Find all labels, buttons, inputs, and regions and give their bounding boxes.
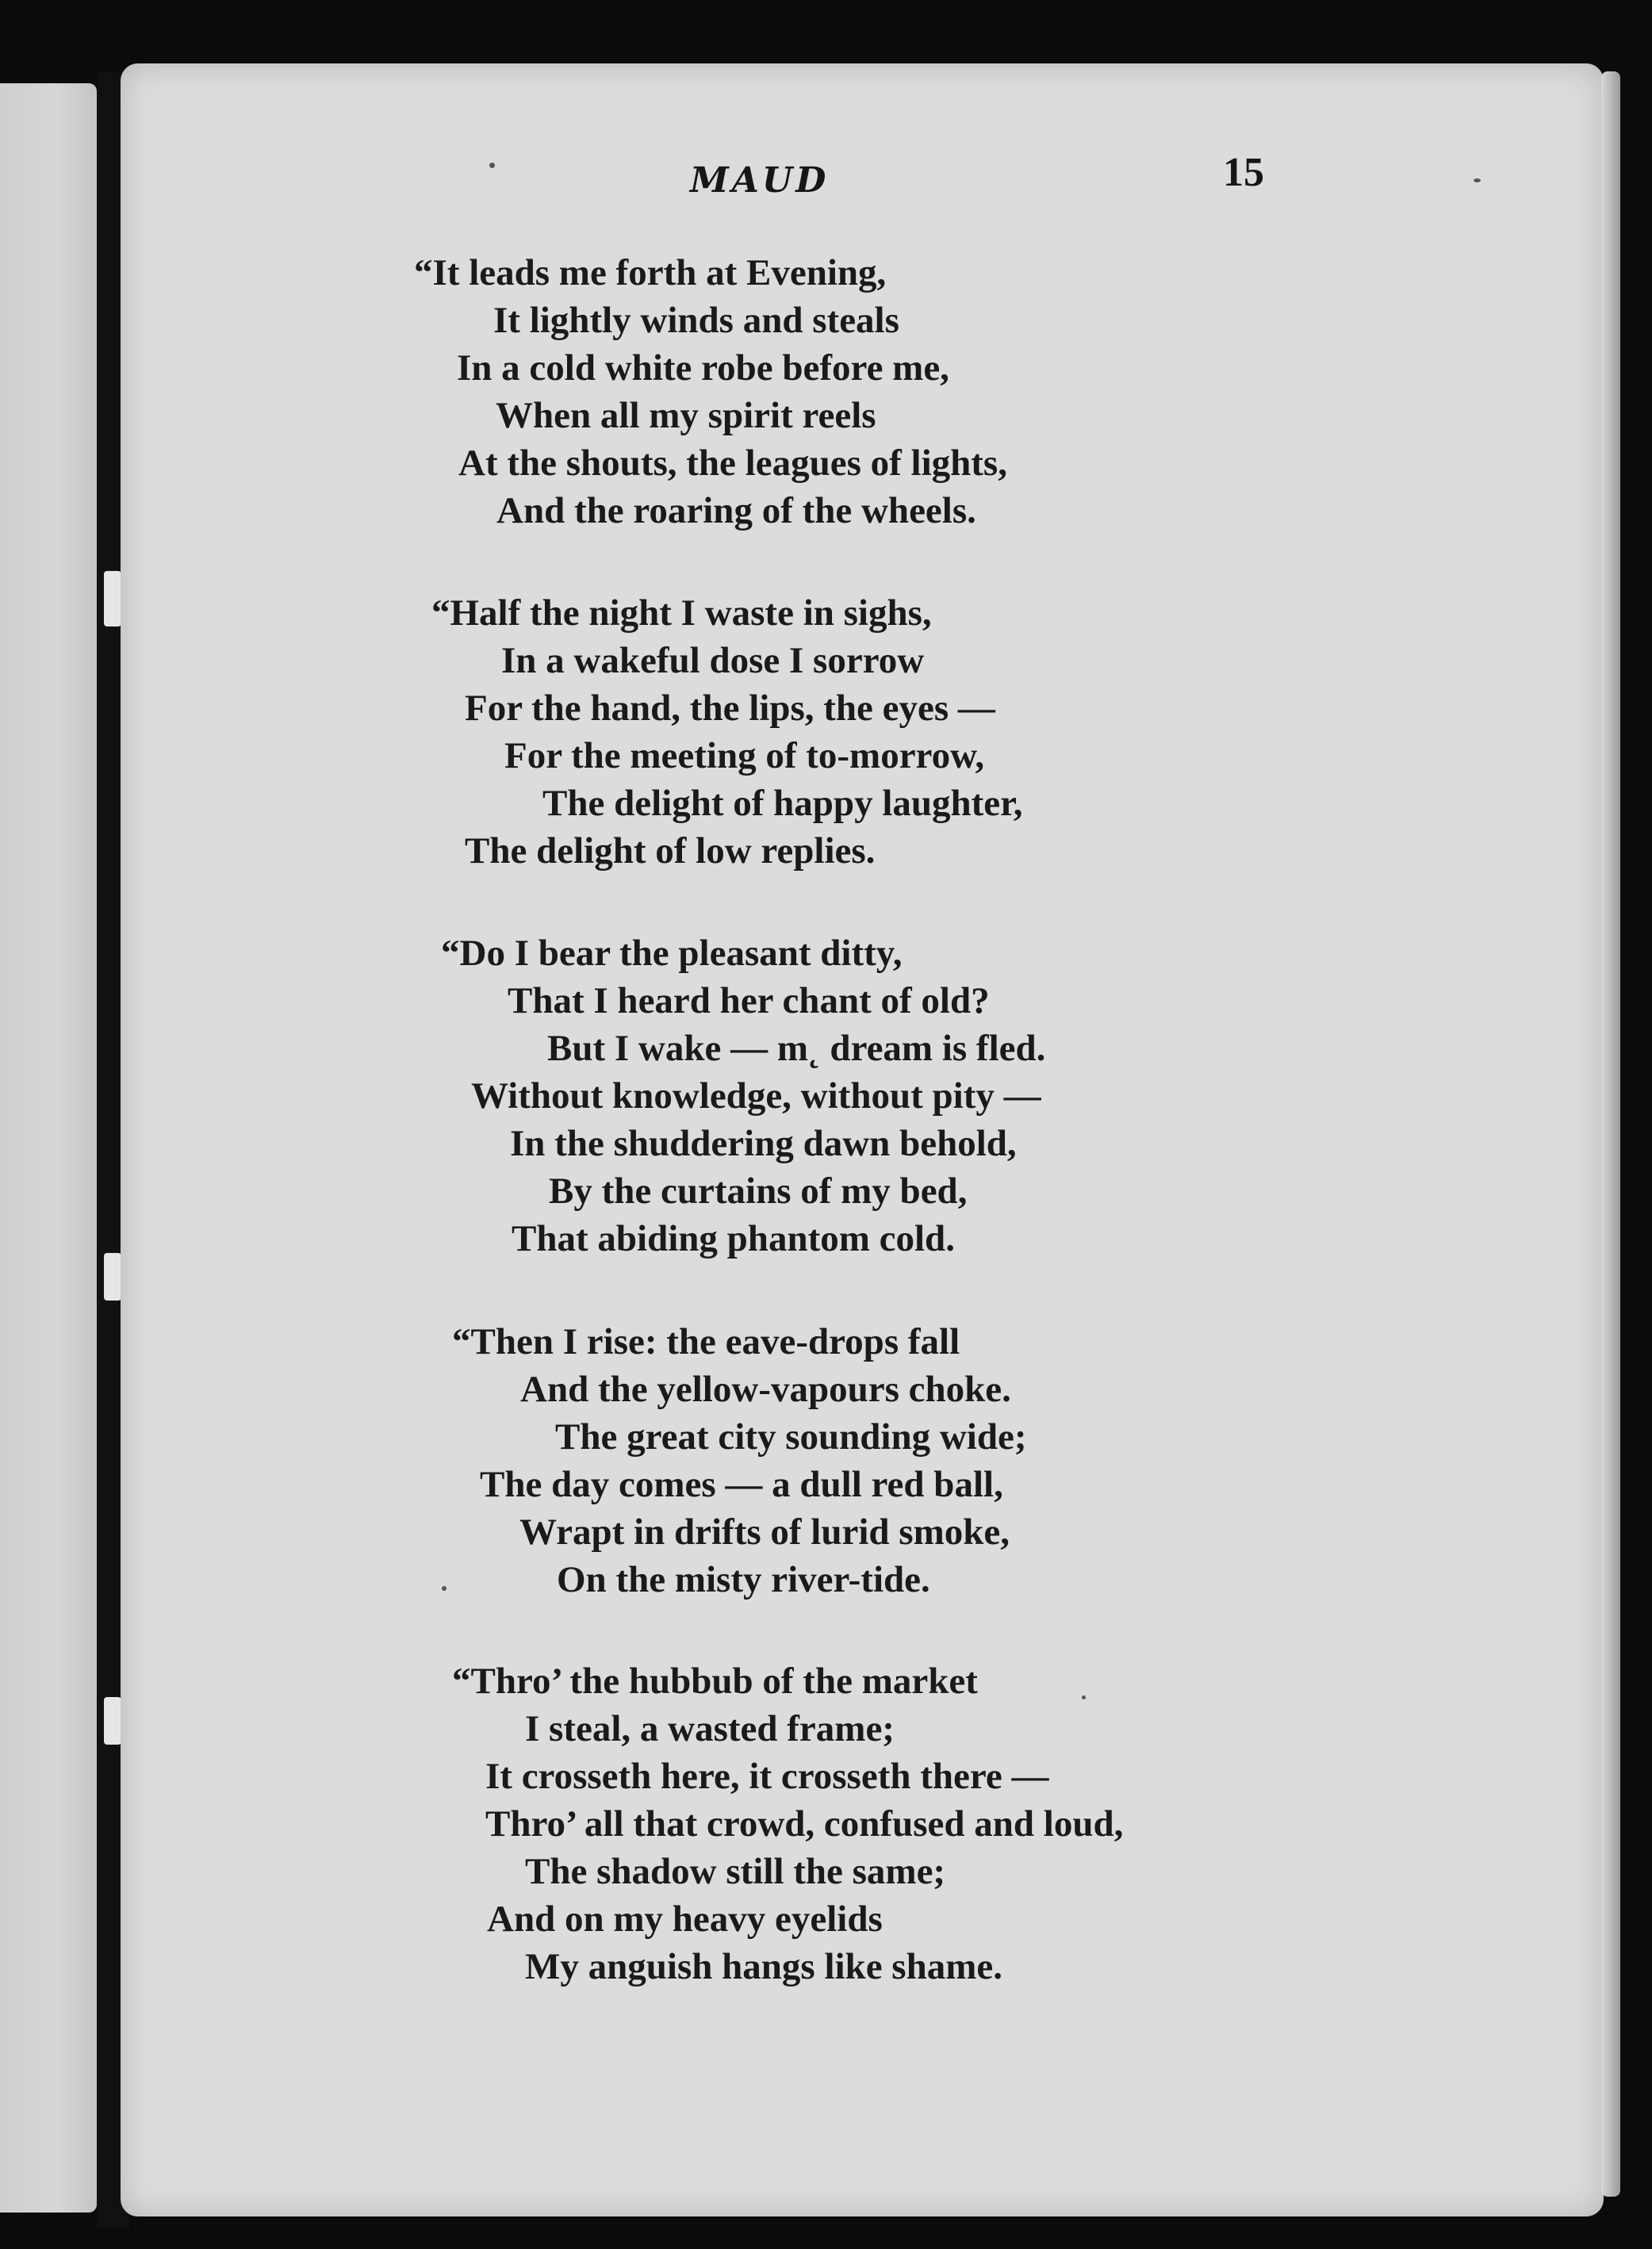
verse-line: For the meeting of to-morrow,: [504, 735, 985, 776]
verse-line: The delight of low replies.: [465, 830, 876, 872]
running-head: MAUD: [690, 160, 830, 201]
verse-line: “Thro’ the hubbub of the market: [452, 1661, 978, 1702]
verse-line: And the roaring of the wheels.: [496, 490, 976, 531]
verse-line: “Do I bear the pleasant ditty,: [441, 933, 903, 974]
verse-line: When all my spirit reels: [496, 395, 876, 436]
verse-line: In a wakeful dose I sorrow: [501, 640, 925, 681]
verse-line: My anguish hangs like shame.: [525, 1946, 1003, 1987]
stanza-5: [452, 1657, 1123, 1990]
verse-line: “Then I rise: the eave-drops fall: [452, 1321, 960, 1362]
binding-stitch: [104, 1697, 121, 1745]
verse-line: The shadow still the same;: [525, 1851, 946, 1892]
verse-line: And the yellow-vapours choke.: [520, 1369, 1011, 1410]
verse-line: And on my heavy eyelids: [487, 1898, 883, 1940]
verse-line: That abiding phantom cold.: [512, 1218, 955, 1259]
verse-line: The day comes — a dull red ball,: [480, 1464, 1003, 1505]
verse-line: “It leads me forth at Evening,: [414, 252, 887, 293]
verse-line: By the curtains of my bed,: [549, 1170, 968, 1212]
verse-line: It crosseth here, it crosseth there —: [485, 1756, 1049, 1797]
facing-page-edge: [0, 83, 97, 2213]
verse-line: But I wake — m˛ dream is fled.: [547, 1028, 1046, 1069]
page-number: 15: [1223, 150, 1264, 195]
verse-line: In a cold white robe before me,: [457, 347, 949, 389]
verse-line: I steal, a wasted frame;: [525, 1708, 895, 1749]
verse-line: On the misty river-tide.: [557, 1559, 930, 1600]
verse-line: Without knowledge, without pity —: [471, 1075, 1041, 1117]
verse-line: The great city sounding wide;: [555, 1416, 1027, 1458]
paper-speck: [1474, 178, 1481, 182]
verse-line: In the shuddering dawn behold,: [510, 1123, 1017, 1164]
verse-line: It lightly winds and steals: [493, 300, 899, 341]
verse-line: “Half the night I waste in sighs,: [431, 592, 932, 634]
stanza-3: [441, 929, 1045, 1262]
verse-line: Thro’ all that crowd, confused and loud,: [485, 1803, 1124, 1845]
binding-stitch: [104, 571, 121, 626]
paper-speck: [489, 163, 495, 168]
verse-line: That I heard her chant of old?: [508, 980, 990, 1021]
stanza-2: [431, 589, 1022, 875]
page-fore-edge: [1601, 71, 1620, 2197]
verse-line: For the hand, the lips, the eyes —: [465, 688, 995, 729]
stanza-4: [452, 1318, 1027, 1603]
verse-line: At the shouts, the leagues of lights,: [458, 443, 1007, 484]
binding-stitch: [104, 1253, 121, 1301]
verse-line: The delight of happy laughter,: [542, 783, 1023, 824]
stanza-1: [414, 249, 1007, 534]
paper-speck: [442, 1586, 447, 1591]
verse-line: Wrapt in drifts of lurid smoke,: [519, 1511, 1010, 1553]
